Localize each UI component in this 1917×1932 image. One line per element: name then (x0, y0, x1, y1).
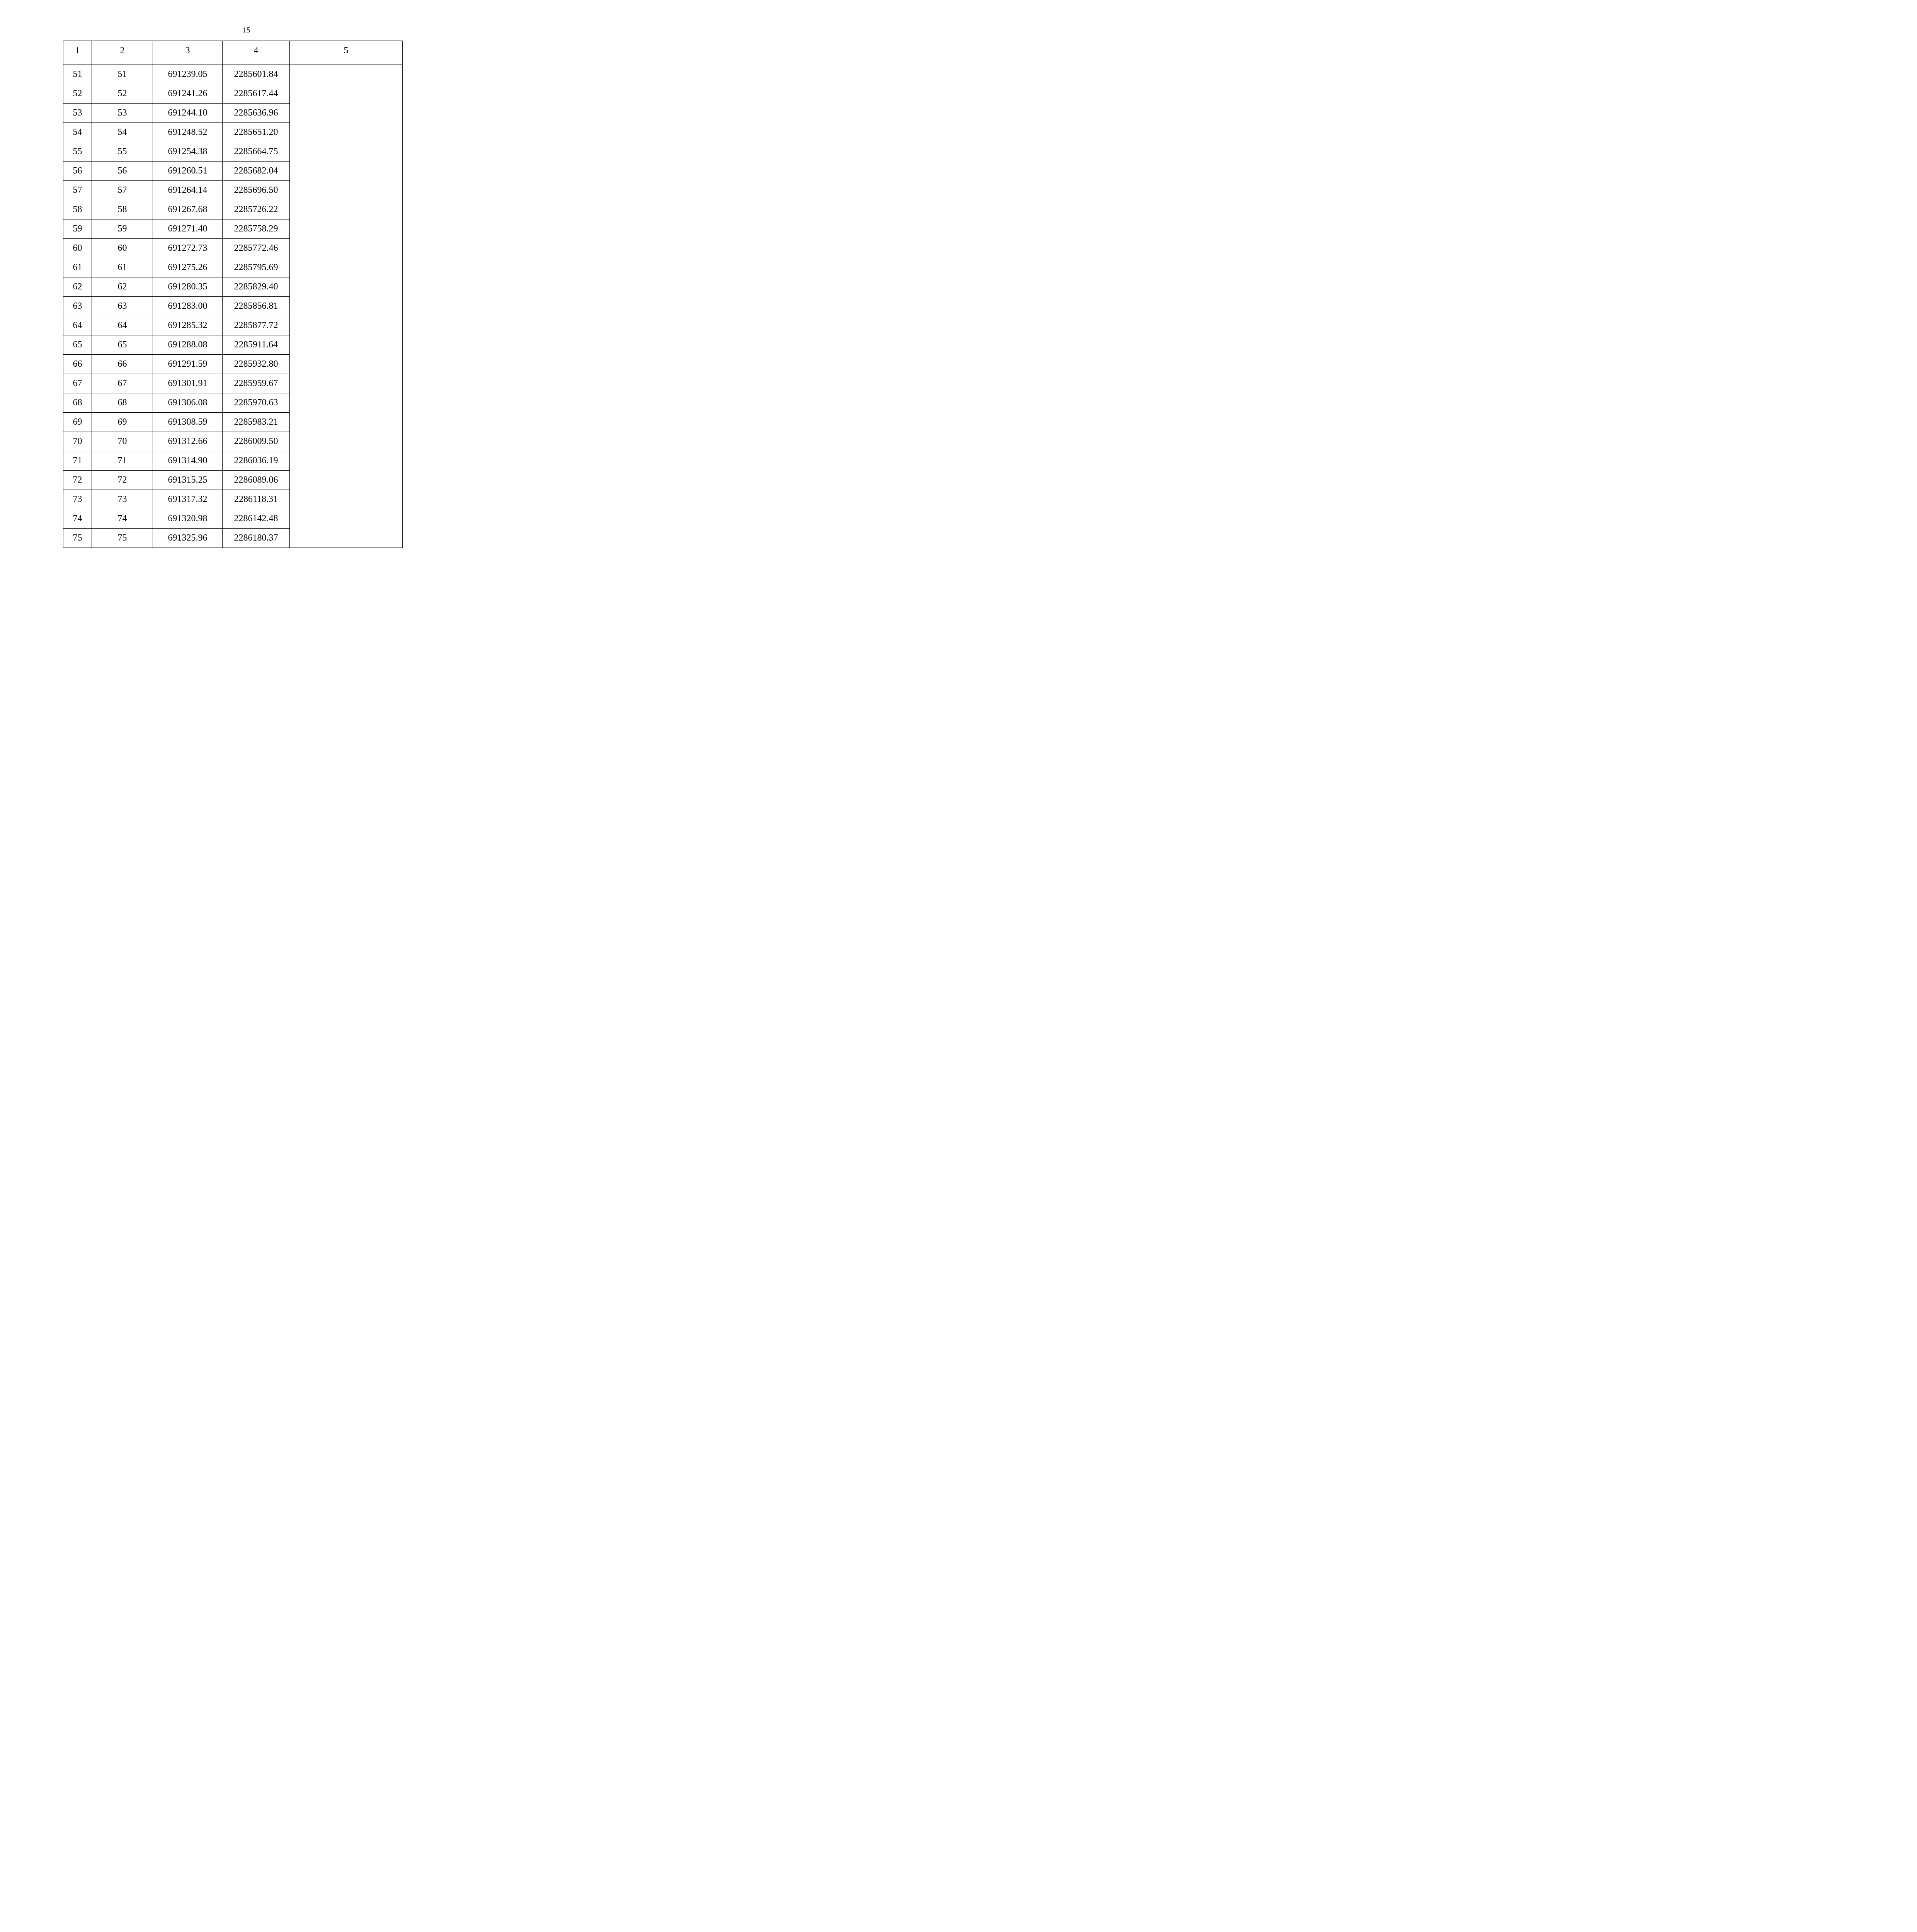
table-cell: 2285970.63 (223, 393, 290, 413)
table-cell: 75 (92, 529, 153, 548)
table-cell: 691308.59 (153, 413, 223, 432)
table-cell: 68 (63, 393, 92, 413)
table-cell: 63 (63, 297, 92, 316)
table-cell: 64 (63, 316, 92, 335)
coordinates-table (63, 41, 403, 548)
table-cell: 73 (92, 490, 153, 509)
table-row (63, 65, 403, 84)
table-cell: 2285795.69 (223, 258, 290, 277)
table-cell: 2285664.75 (223, 142, 290, 162)
table-cell: 75 (63, 529, 92, 548)
table-cell: 2285696.50 (223, 181, 290, 200)
table-cell: 60 (92, 239, 153, 258)
table-cell: 68 (92, 393, 153, 413)
table-cell: 2285651.20 (223, 123, 290, 142)
table-cell: 69 (92, 413, 153, 432)
table-cell: 70 (63, 432, 92, 451)
table-cell: 74 (92, 509, 153, 529)
table-cell: 57 (92, 181, 153, 200)
table-cell: 691306.08 (153, 393, 223, 413)
table-cell: 58 (63, 200, 92, 219)
table-cell: 65 (92, 335, 153, 355)
table-cell: 61 (63, 258, 92, 277)
table-cell: 691248.52 (153, 123, 223, 142)
table-cell: 66 (63, 355, 92, 374)
table-cell: 691241.26 (153, 84, 223, 104)
column-header: 2 (92, 41, 153, 65)
table-cell: 56 (63, 162, 92, 181)
table-cell: 2285682.04 (223, 162, 290, 181)
table-cell: 691285.32 (153, 316, 223, 335)
table-cell: 2285617.44 (223, 84, 290, 104)
table-cell: 55 (63, 142, 92, 162)
table-cell: 2285772.46 (223, 239, 290, 258)
table-cell: 691325.96 (153, 529, 223, 548)
table-cell: 691244.10 (153, 104, 223, 123)
table-cell: 691301.91 (153, 374, 223, 393)
table-cell: 51 (92, 65, 153, 84)
table-cell: 71 (92, 451, 153, 471)
table-cell: 691267.68 (153, 200, 223, 219)
table-cell: 74 (63, 509, 92, 529)
table-cell: 2285911.64 (223, 335, 290, 355)
table-cell: 58 (92, 200, 153, 219)
column-header: 5 (290, 41, 403, 65)
table-cell: 691264.14 (153, 181, 223, 200)
table-cell: 691271.40 (153, 219, 223, 239)
table-cell: 2286036.19 (223, 451, 290, 471)
table-cell: 2285932.80 (223, 355, 290, 374)
table-cell: 691317.32 (153, 490, 223, 509)
table-cell: 67 (63, 374, 92, 393)
table-cell: 2285829.40 (223, 277, 290, 297)
table-cell: 691288.08 (153, 335, 223, 355)
table-cell: 67 (92, 374, 153, 393)
table-cell: 691239.05 (153, 65, 223, 84)
table-cell: 2285758.29 (223, 219, 290, 239)
table-cell: 63 (92, 297, 153, 316)
table-cell: 72 (92, 471, 153, 490)
table-cell: 2285877.72 (223, 316, 290, 335)
table-cell: 59 (92, 219, 153, 239)
table-cell: 59 (63, 219, 92, 239)
notes-cell (290, 65, 403, 548)
table-cell: 2285983.21 (223, 413, 290, 432)
table-cell: 65 (63, 335, 92, 355)
table-cell: 691275.26 (153, 258, 223, 277)
table-cell: 2285726.22 (223, 200, 290, 219)
column-header: 3 (153, 41, 223, 65)
table-cell: 691280.35 (153, 277, 223, 297)
table-cell: 691314.90 (153, 451, 223, 471)
table-cell: 64 (92, 316, 153, 335)
table-cell: 71 (63, 451, 92, 471)
table-cell: 62 (63, 277, 92, 297)
table-cell: 62 (92, 277, 153, 297)
table-cell: 2286009.50 (223, 432, 290, 451)
page-number: 15 (243, 26, 250, 34)
table-cell: 691312.66 (153, 432, 223, 451)
table-cell: 2286142.48 (223, 509, 290, 529)
table-cell: 2286180.37 (223, 529, 290, 548)
table-cell: 66 (92, 355, 153, 374)
table-cell: 70 (92, 432, 153, 451)
table-cell: 51 (63, 65, 92, 84)
table-cell: 691291.59 (153, 355, 223, 374)
table-body (63, 65, 403, 548)
table-header-row (63, 41, 403, 65)
table-cell: 69 (63, 413, 92, 432)
table-cell: 55 (92, 142, 153, 162)
table-cell: 2285601.84 (223, 65, 290, 84)
table-cell: 2286118.31 (223, 490, 290, 509)
table-cell: 53 (63, 104, 92, 123)
table-cell: 2285856.81 (223, 297, 290, 316)
table-cell: 691254.38 (153, 142, 223, 162)
table-cell: 72 (63, 471, 92, 490)
table-cell: 53 (92, 104, 153, 123)
column-header: 4 (223, 41, 290, 65)
table-cell: 691315.25 (153, 471, 223, 490)
table-cell: 691283.00 (153, 297, 223, 316)
table-cell: 54 (92, 123, 153, 142)
table-cell: 54 (63, 123, 92, 142)
table-cell: 691320.98 (153, 509, 223, 529)
table-cell: 691260.51 (153, 162, 223, 181)
table-cell: 691272.73 (153, 239, 223, 258)
column-header: 1 (63, 41, 92, 65)
table-cell: 56 (92, 162, 153, 181)
table-cell: 2286089.06 (223, 471, 290, 490)
table-cell: 2285959.67 (223, 374, 290, 393)
table-cell: 52 (63, 84, 92, 104)
table-cell: 57 (63, 181, 92, 200)
table-cell: 2285636.96 (223, 104, 290, 123)
table-cell: 52 (92, 84, 153, 104)
table-cell: 73 (63, 490, 92, 509)
table-cell: 61 (92, 258, 153, 277)
table-cell: 60 (63, 239, 92, 258)
